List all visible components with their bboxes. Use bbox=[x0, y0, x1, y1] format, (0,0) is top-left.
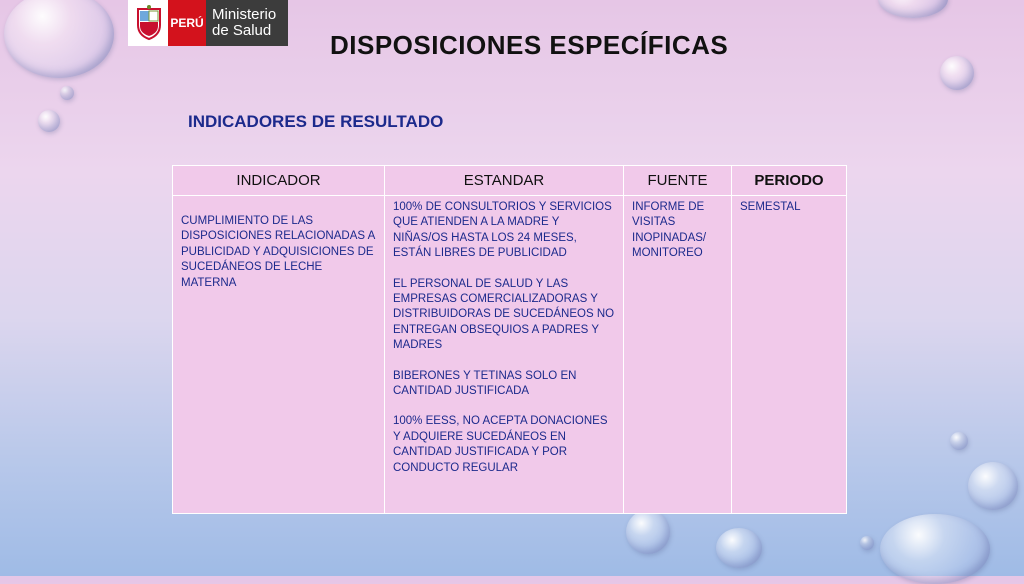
bubble-decoration bbox=[878, 0, 948, 18]
ministry-line-1: Ministerio bbox=[212, 6, 277, 23]
estandar-item: EL PERSONAL DE SALUD Y LAS EMPRESAS COMERCIALIZADORAS Y DISTRIBUIDORAS DE SUCEDÁNEOS NO ENTREGAN OBSEQUIOS A PADRES Y MADRES bbox=[393, 277, 615, 352]
table-row bbox=[173, 196, 847, 514]
peru-label: PERÚ bbox=[168, 0, 206, 46]
ministry-name bbox=[206, 0, 288, 46]
estandar-item: BIBERONES Y TETINAS SOLO EN CANTIDAD JUSTIFICADA bbox=[393, 369, 577, 398]
ministry-line-2: de Salud bbox=[212, 22, 272, 39]
bubble-decoration bbox=[940, 56, 974, 90]
page-title: DISPOSICIONES ESPECÍFICAS bbox=[330, 30, 729, 60]
bubble-decoration bbox=[4, 0, 114, 78]
cell-indicador: CUMPLIMIENTO DE LAS DISPOSICIONES RELACIONADAS A PUBLICIDAD Y ADQUISICIONES DE SUCEDÁNEOS DE LECHE MATERNA bbox=[173, 196, 385, 514]
bubble-decoration bbox=[60, 86, 74, 100]
ministry-logo bbox=[128, 0, 288, 46]
header-fuente: FUENTE bbox=[624, 166, 732, 196]
section-subtitle: INDICADORES DE RESULTADO bbox=[188, 112, 444, 131]
estandar-item: 100% EESS, NO ACEPTA DONACIONES Y ADQUIERE SUCEDÁNEOS EN CANTIDAD JUSTIFICADA Y POR CONDUCTO REGULAR bbox=[393, 415, 608, 474]
cell-periodo: SEMESTAL bbox=[732, 196, 847, 514]
estandar-item: 100% DE CONSULTORIOS Y SERVICIOS QUE ATIENDEN A LA MADRE Y NIÑAS/OS HASTA LOS 24 MESES, ESTÁN LIBRES DE PUBLICIDAD bbox=[393, 201, 612, 260]
table-header-row bbox=[173, 166, 847, 196]
bubble-decoration bbox=[880, 514, 990, 584]
indicators-table bbox=[172, 165, 847, 514]
bubble-decoration bbox=[626, 510, 670, 554]
bubble-decoration bbox=[950, 432, 968, 450]
cell-fuente: INFORME DE VISITAS INOPINADAS/ MONITOREO bbox=[624, 196, 732, 514]
cell-estandar bbox=[385, 196, 624, 514]
bubble-decoration bbox=[860, 536, 874, 550]
header-indicador: INDICADOR bbox=[173, 166, 385, 196]
bubble-decoration bbox=[38, 110, 60, 132]
header-estandar: ESTANDAR bbox=[385, 166, 624, 196]
bubble-decoration bbox=[716, 528, 762, 568]
coat-of-arms-icon bbox=[132, 3, 166, 43]
bubble-decoration bbox=[968, 462, 1018, 510]
header-periodo: PERIODO bbox=[732, 166, 847, 196]
